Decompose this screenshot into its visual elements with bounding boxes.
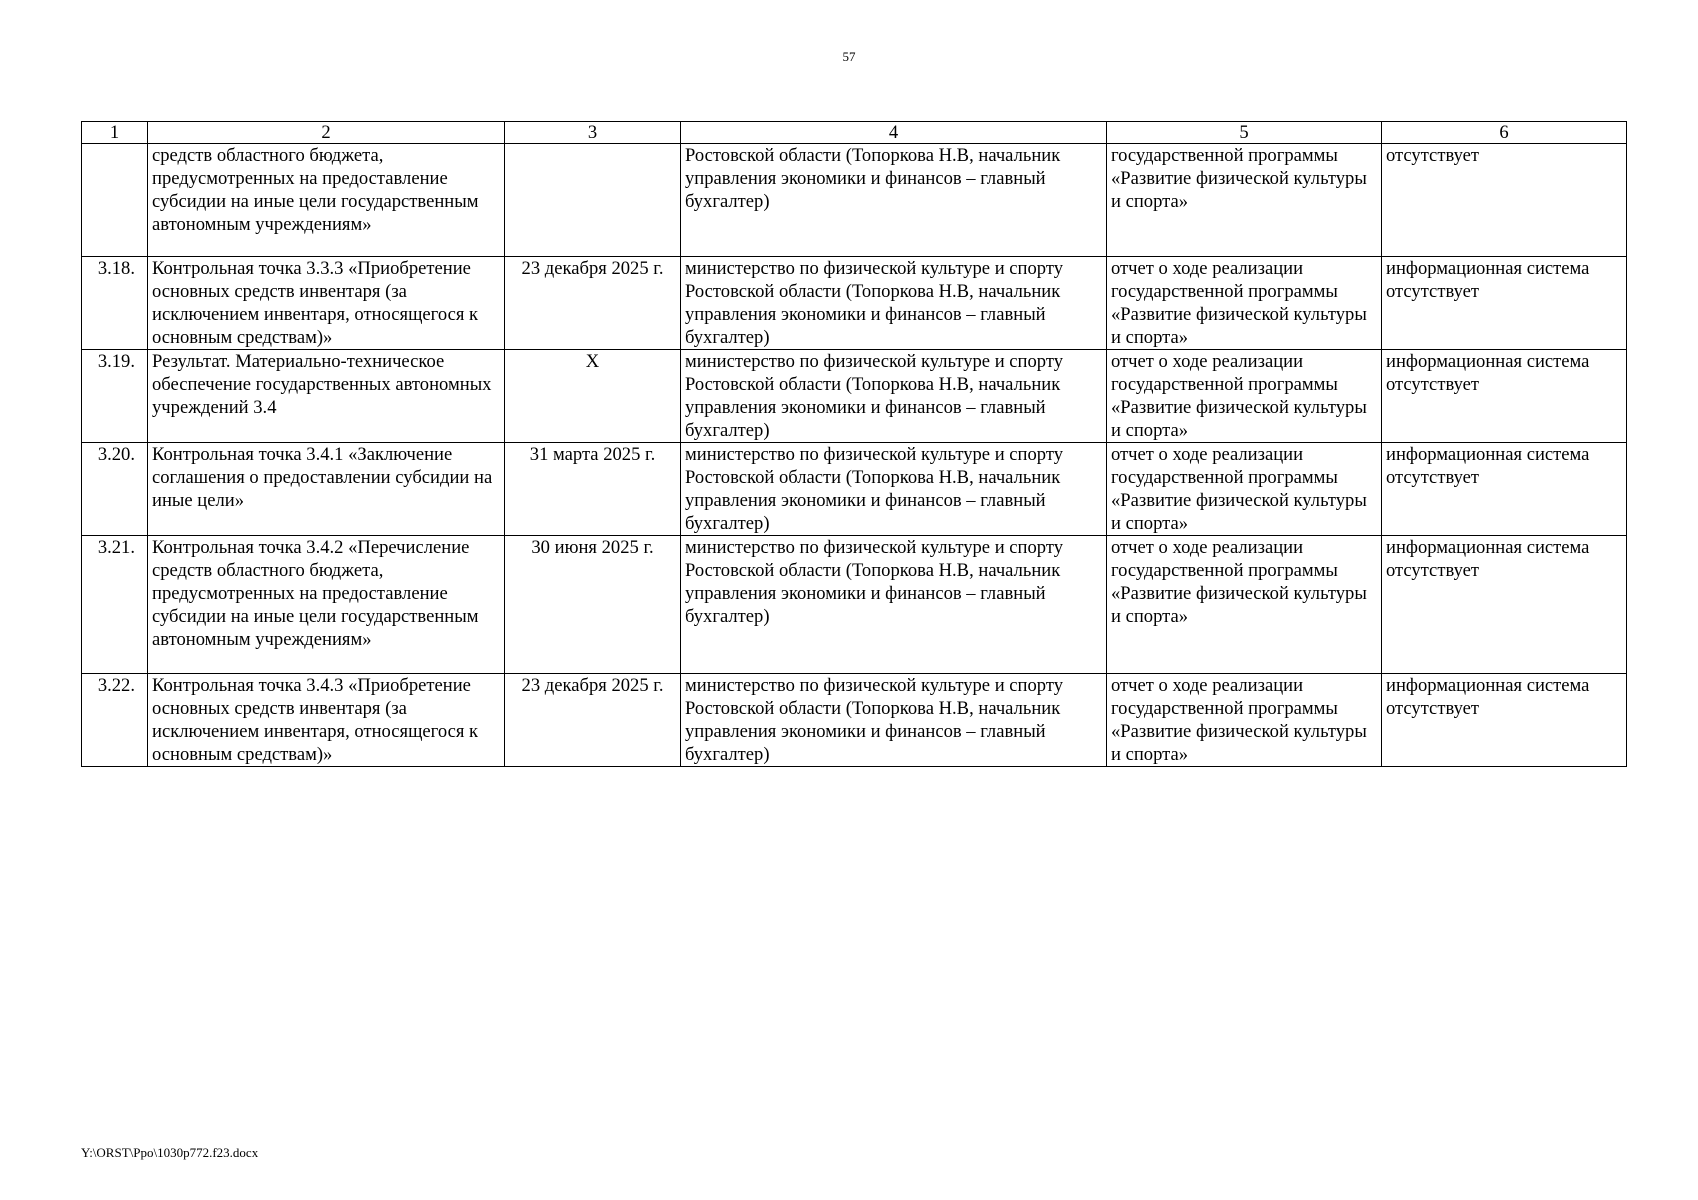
- column-header: 1: [82, 122, 148, 144]
- table-row: [82, 257, 1627, 350]
- table-row: [82, 536, 1627, 674]
- footer-file-path: Y:\ORST\Ppo\1030p772.f23.docx: [81, 1145, 259, 1160]
- event-cell: Контрольная точка 3.4.2 «Перечисление средств областного бюджета, предусмотренных на предоставление субсидии на иные цели государственным автономным учреждениям»: [148, 536, 505, 674]
- date-cell: 30 июня 2025 г.: [505, 536, 681, 674]
- responsible-cell: министерство по физической культуре и спорту Ростовской области (Топоркова Н.В, начальник управления экономики и финансов – главный бухгалтер): [681, 257, 1107, 350]
- date-cell: 23 декабря 2025 г.: [505, 674, 681, 767]
- system-cell: отсутствует: [1382, 144, 1627, 257]
- document-cell: отчет о ходе реализации государственной программы «Развитие физической культуры и спорта»: [1107, 674, 1382, 767]
- responsible-cell: министерство по физической культуре и спорту Ростовской области (Топоркова Н.В, начальник управления экономики и финансов – главный бухгалтер): [681, 443, 1107, 536]
- document-cell: отчет о ходе реализации государственной программы «Развитие физической культуры и спорта»: [1107, 443, 1382, 536]
- date-cell: 23 декабря 2025 г.: [505, 257, 681, 350]
- date-cell: Х: [505, 350, 681, 443]
- document-cell: государственной программы «Развитие физической культуры и спорта»: [1107, 144, 1382, 257]
- column-header: 6: [1382, 122, 1627, 144]
- responsible-cell: министерство по физической культуре и спорту Ростовской области (Топоркова Н.В, начальник управления экономики и финансов – главный бухгалтер): [681, 350, 1107, 443]
- row-number-cell: 3.19.: [82, 350, 148, 443]
- column-header: 4: [681, 122, 1107, 144]
- row-number-cell: 3.21.: [82, 536, 148, 674]
- row-number-cell: [82, 144, 148, 257]
- system-cell: информационная система отсутствует: [1382, 674, 1627, 767]
- table-row: [82, 443, 1627, 536]
- event-cell: Контрольная точка 3.3.3 «Приобретение основных средств инвентаря (за исключением инвентаря, относящегося к основным средствам)»: [148, 257, 505, 350]
- system-cell: информационная система отсутствует: [1382, 257, 1627, 350]
- column-header: 3: [505, 122, 681, 144]
- responsible-cell: Ростовской области (Топоркова Н.В, начальник управления экономики и финансов – главный бухгалтер): [681, 144, 1107, 257]
- event-cell: Контрольная точка 3.4.1 «Заключение соглашения о предоставлении субсидии на иные цели»: [148, 443, 505, 536]
- document-cell: отчет о ходе реализации государственной программы «Развитие физической культуры и спорта»: [1107, 536, 1382, 674]
- table-row: [82, 674, 1627, 767]
- row-number-cell: 3.22.: [82, 674, 148, 767]
- system-cell: информационная система отсутствует: [1382, 350, 1627, 443]
- column-header: 5: [1107, 122, 1382, 144]
- document-cell: отчет о ходе реализации государственной программы «Развитие физической культуры и спорта»: [1107, 350, 1382, 443]
- column-header: 2: [148, 122, 505, 144]
- responsible-cell: министерство по физической культуре и спорту Ростовской области (Топоркова Н.В, начальник управления экономики и финансов – главный бухгалтер): [681, 536, 1107, 674]
- row-number-cell: 3.18.: [82, 257, 148, 350]
- control-points-table: [81, 121, 1627, 767]
- system-cell: информационная система отсутствует: [1382, 443, 1627, 536]
- date-cell: [505, 144, 681, 257]
- date-cell: 31 марта 2025 г.: [505, 443, 681, 536]
- event-cell: средств областного бюджета, предусмотренных на предоставление субсидии на иные цели государственным автономным учреждениям»: [148, 144, 505, 257]
- document-cell: отчет о ходе реализации государственной программы «Развитие физической культуры и спорта»: [1107, 257, 1382, 350]
- table-header-row: [82, 122, 1627, 144]
- event-cell: Контрольная точка 3.4.3 «Приобретение основных средств инвентаря (за исключением инвентаря, относящегося к основным средствам)»: [148, 674, 505, 767]
- table-row: [82, 144, 1627, 257]
- table-row: [82, 350, 1627, 443]
- event-cell: Результат. Материально-техническое обеспечение государственных автономных учреждений 3.4: [148, 350, 505, 443]
- page-number: 57: [842, 49, 856, 64]
- row-number-cell: 3.20.: [82, 443, 148, 536]
- system-cell: информационная система отсутствует: [1382, 536, 1627, 674]
- responsible-cell: министерство по физической культуре и спорту Ростовской области (Топоркова Н.В, начальник управления экономики и финансов – главный бухгалтер): [681, 674, 1107, 767]
